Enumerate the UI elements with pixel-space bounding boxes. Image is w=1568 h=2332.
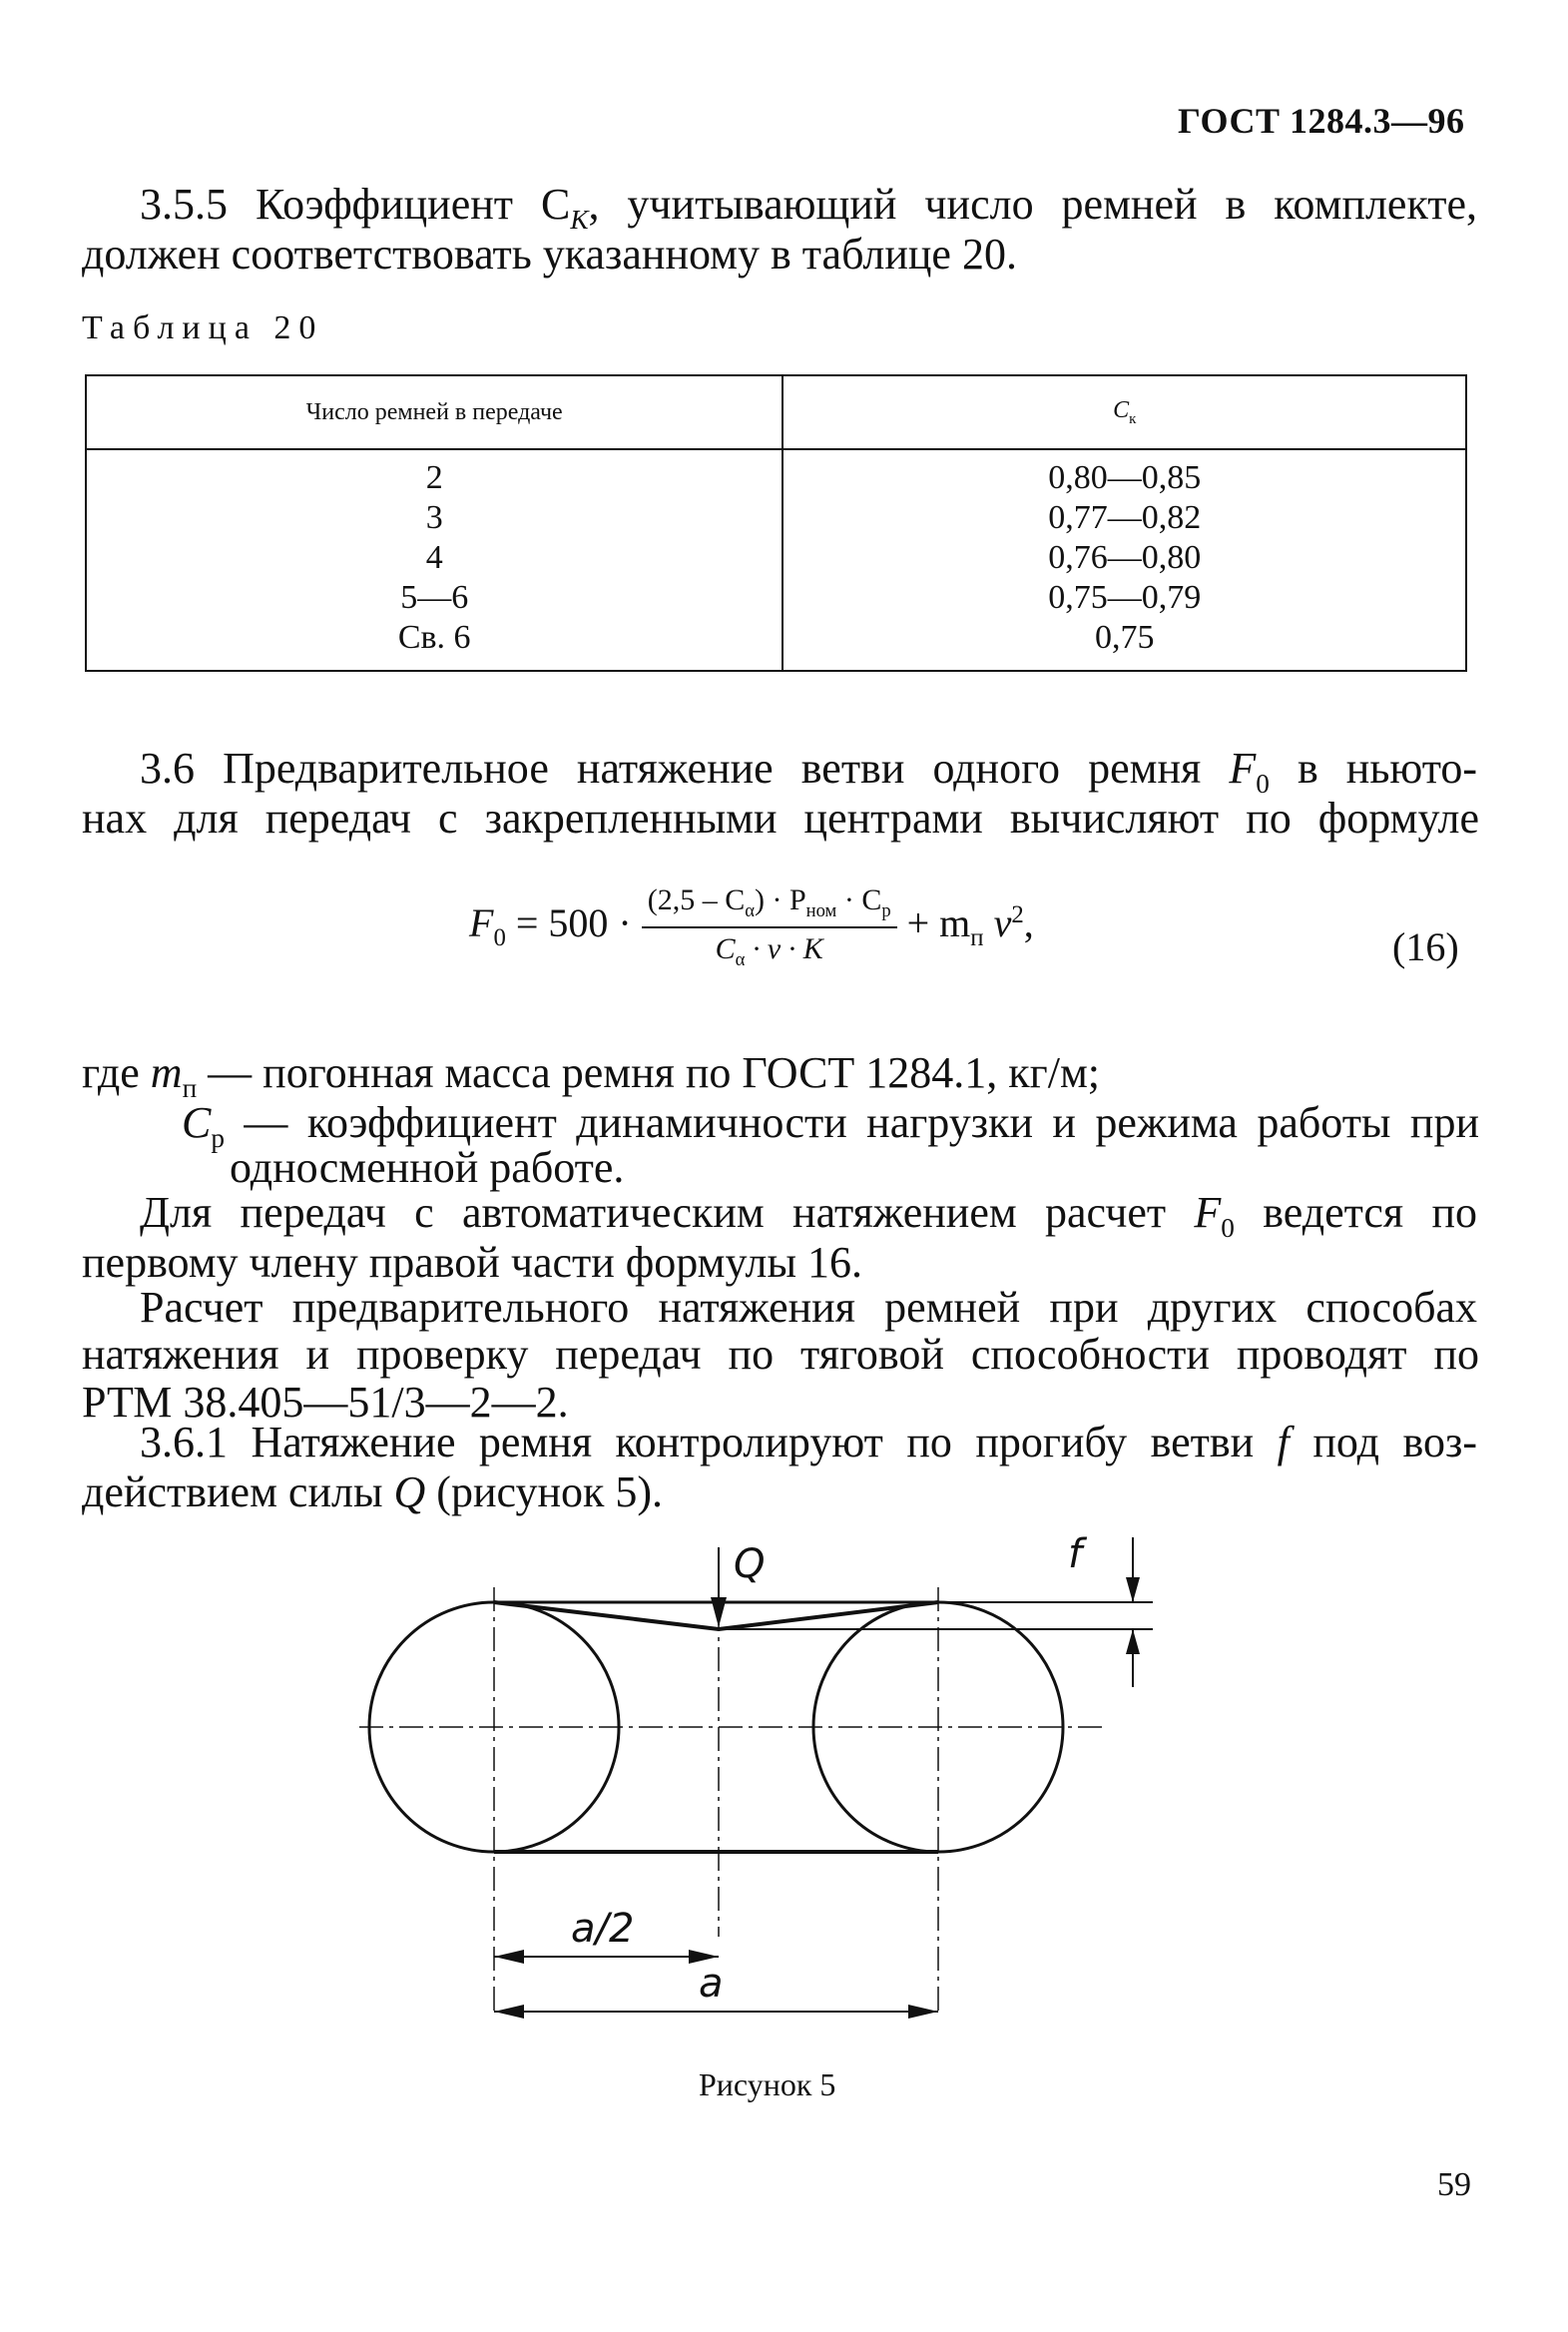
label-a: a bbox=[699, 1961, 724, 2007]
table-cell: 3 bbox=[425, 499, 443, 536]
label-f: f bbox=[1068, 1531, 1083, 1577]
table-cell: 2 bbox=[425, 459, 443, 496]
clause-3-6-line1: 3.6 Предварительное натяжение ветви одного ремня $F_0$ в ньюто- bbox=[140, 744, 1478, 799]
clause-3-5-5-line2: должен соответствовать указанному в таблице 20. bbox=[82, 230, 1017, 279]
where-line1: где $m_п$ — погонная масса ремня по ГОСТ 1284.1, кг/м; bbox=[82, 1048, 1101, 1103]
table-cell: 5—6 bbox=[400, 579, 469, 616]
table-cell: Св. 6 bbox=[397, 619, 471, 656]
clause-3-6-1-line2: действием силы Q (рисунок 5). bbox=[82, 1467, 664, 1516]
calc-line3: РТМ 38.405—51/3—2—2. bbox=[82, 1378, 569, 1427]
label-a2: a/2 bbox=[571, 1906, 635, 1952]
table-col-belts bbox=[86, 449, 783, 671]
table-cell: 0,75 bbox=[1094, 619, 1155, 656]
arrow-q bbox=[711, 1597, 727, 1627]
where-line3: односменной работе. bbox=[230, 1143, 625, 1192]
figure-5-diagram bbox=[339, 1517, 1168, 2027]
table-header-ck: $C_к$ bbox=[783, 375, 1466, 449]
formula-fraction: $\frac{(2,5 - C_\alpha) \cdot P_{ном} \cdot C_p}{C_\alpha \cdot v \cdot K}$ bbox=[642, 883, 897, 971]
calc-line2: натяжения и проверку передач по тяговой способности проводят по bbox=[82, 1330, 1479, 1379]
table-cell: 4 bbox=[425, 539, 443, 576]
calc-line1: Расчет предварительного натяжения ремней при других способах bbox=[140, 1283, 1477, 1332]
table-cell: 0,80—0,85 bbox=[1048, 459, 1202, 496]
clause-3-6-1-line1: 3.6.1 Натяжение ремня контролируют по прогибу ветви f под воз- bbox=[140, 1418, 1477, 1466]
auto-tension-line2: первому члену правой части формулы 16. bbox=[82, 1238, 863, 1287]
table-col-ck bbox=[783, 449, 1466, 671]
arrow-f-top bbox=[1126, 1577, 1140, 1602]
formula-number: (16) bbox=[1392, 924, 1459, 969]
label-q: Q bbox=[734, 1541, 766, 1587]
where-line2: $C_р$ — коэффициент динамичности нагрузки и режима работы при bbox=[182, 1098, 1479, 1153]
document-code: ГОСТ 1284.3—96 bbox=[1178, 101, 1465, 141]
arrow-f-bottom bbox=[1126, 1629, 1140, 1654]
clause-3-5-5-line1: 3.5.5 Коэффициент $C_К$, учитывающий число ремней в комплекте, bbox=[140, 180, 1477, 235]
table-header-belts: Число ремней в передаче bbox=[86, 375, 783, 449]
auto-tension-line1: Для передач с автоматическим натяжением расчет $F_0$ ведется по bbox=[140, 1188, 1478, 1243]
table-cell: 0,75—0,79 bbox=[1048, 579, 1202, 616]
formula-16: $F_0 = 500$ · $\frac{(2,5 - C_\alpha) \cdot P_{ном} \cdot C_p}{C_\alpha \cdot v \cdot K}$ + $m_п$ $v^2$, bbox=[469, 883, 1034, 970]
table-cell: 0,77—0,82 bbox=[1048, 499, 1202, 536]
table-caption: Таблица 20 bbox=[82, 309, 324, 346]
arrow-a-left bbox=[494, 2005, 524, 2019]
arrow-a-right bbox=[908, 2005, 938, 2019]
table-cell: 0,76—0,80 bbox=[1048, 539, 1202, 576]
arrow-a2-left bbox=[494, 1950, 524, 1964]
clause-3-6-line2: нах для передач с закрепленными центрами вычисляют по формуле bbox=[82, 794, 1479, 843]
table-20 bbox=[85, 374, 1467, 672]
figure-caption: Рисунок 5 bbox=[699, 2066, 836, 2102]
page-number: 59 bbox=[1437, 2166, 1471, 2203]
